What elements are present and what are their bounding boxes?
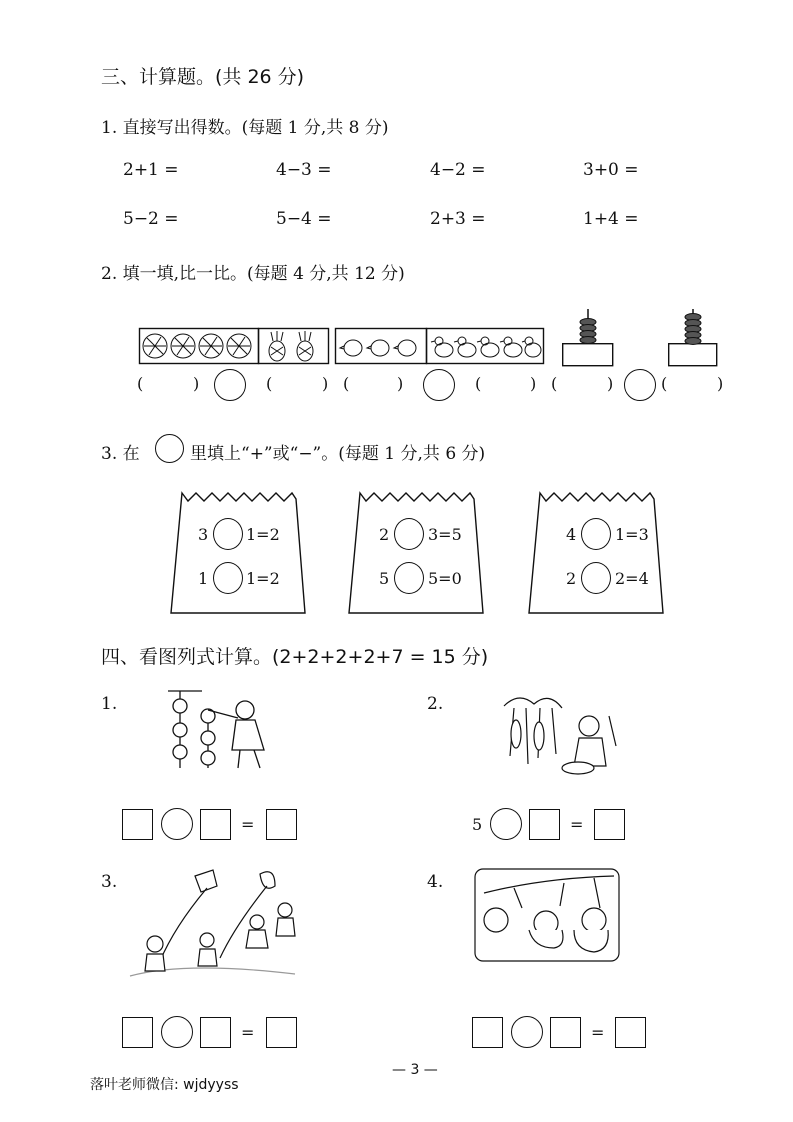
section4-title: 四、看图列式计算。(2+2+2+2+7 = 15 分)	[101, 646, 489, 668]
operator-circle[interactable]	[213, 518, 243, 550]
operator-circle[interactable]	[161, 808, 193, 840]
bag-shape	[526, 490, 668, 618]
q1-expr: 1+4 =	[583, 209, 639, 229]
abacus-picture	[562, 305, 722, 367]
q1-expr: 2+3 =	[430, 209, 486, 229]
q1-title: 1. 直接写出得数。(每题 1 分,共 8 分)	[101, 118, 389, 138]
operator-circle[interactable]	[490, 808, 522, 840]
bag-result: 1=2	[246, 569, 280, 588]
paren-open: (	[661, 374, 668, 393]
corn-picking-picture	[494, 686, 634, 776]
bag-result: 3=5	[428, 525, 462, 544]
problem-number: 2.	[427, 694, 444, 714]
problem-number: 3.	[101, 872, 118, 892]
compare-circle[interactable]	[423, 369, 455, 401]
watermelon-pineapple-picture	[139, 328, 329, 364]
bag-result: 1=2	[246, 525, 280, 544]
page-number: — 3 —	[392, 1062, 438, 1078]
compare-circle[interactable]	[624, 369, 656, 401]
answer-box[interactable]	[200, 809, 231, 840]
q1-expr: 2+1 =	[123, 160, 179, 180]
bag-number: 5	[379, 569, 390, 588]
paren-close: )	[193, 374, 200, 393]
operator-circle[interactable]	[161, 1016, 193, 1048]
operator-circle[interactable]	[213, 562, 243, 594]
paren-open: (	[343, 374, 350, 393]
q2-title: 2. 填一填,比一比。(每题 4 分,共 12 分)	[101, 264, 405, 284]
bag-result: 5=0	[428, 569, 462, 588]
paren-close: )	[717, 374, 724, 393]
bag-number: 2	[566, 569, 577, 588]
operator-circle[interactable]	[581, 518, 611, 550]
paren-close: )	[530, 374, 537, 393]
operator-circle[interactable]	[511, 1016, 543, 1048]
given-number: 5	[472, 815, 483, 834]
paren-open: (	[266, 374, 273, 393]
bag-result: 1=3	[615, 525, 649, 544]
paren-close: )	[322, 374, 329, 393]
q1-expr: 4−3 =	[276, 160, 332, 180]
answer-box[interactable]	[122, 809, 153, 840]
answer-box[interactable]	[266, 809, 297, 840]
paren-close: )	[607, 374, 614, 393]
operator-circle[interactable]	[394, 562, 424, 594]
equals-sign: =	[241, 1023, 255, 1042]
problem-number: 1.	[101, 694, 118, 714]
q1-expr: 5−2 =	[123, 209, 179, 229]
paren-open: (	[551, 374, 558, 393]
bag-shape	[168, 490, 310, 618]
footer-wechat: 落叶老师微信: wjdyyss	[90, 1077, 239, 1093]
bag-number: 4	[566, 525, 577, 544]
title-circle-icon	[155, 434, 184, 463]
answer-box[interactable]	[529, 809, 560, 840]
bag-number: 2	[379, 525, 390, 544]
paren-open: (	[137, 374, 144, 393]
section3-title: 三、计算题。(共 26 分)	[101, 66, 305, 88]
apple-picking-picture	[474, 868, 620, 962]
answer-box[interactable]	[615, 1017, 646, 1048]
answer-box[interactable]	[122, 1017, 153, 1048]
q3-title-prefix: 3. 在	[101, 444, 140, 464]
equals-sign: =	[241, 815, 255, 834]
equals-sign: =	[570, 815, 584, 834]
kite-flying-picture	[125, 866, 310, 991]
bag-number: 3	[198, 525, 209, 544]
q1-expr: 4−2 =	[430, 160, 486, 180]
bag-result: 2=4	[615, 569, 649, 588]
bag-shape	[346, 490, 488, 618]
lantern-child-picture	[160, 688, 275, 773]
operator-circle[interactable]	[581, 562, 611, 594]
chick-duckling-picture	[335, 328, 545, 364]
compare-circle[interactable]	[214, 369, 246, 401]
q3-title-suffix: 里填上“+”或“−”。(每题 1 分,共 6 分)	[190, 444, 486, 464]
answer-box[interactable]	[200, 1017, 231, 1048]
operator-circle[interactable]	[394, 518, 424, 550]
equals-sign: =	[591, 1023, 605, 1042]
problem-number: 4.	[427, 872, 444, 892]
answer-box[interactable]	[472, 1017, 503, 1048]
paren-close: )	[397, 374, 404, 393]
paren-open: (	[475, 374, 482, 393]
bag-number: 1	[198, 569, 209, 588]
answer-box[interactable]	[266, 1017, 297, 1048]
q1-expr: 5−4 =	[276, 209, 332, 229]
q1-expr: 3+0 =	[583, 160, 639, 180]
answer-box[interactable]	[550, 1017, 581, 1048]
answer-box[interactable]	[594, 809, 625, 840]
